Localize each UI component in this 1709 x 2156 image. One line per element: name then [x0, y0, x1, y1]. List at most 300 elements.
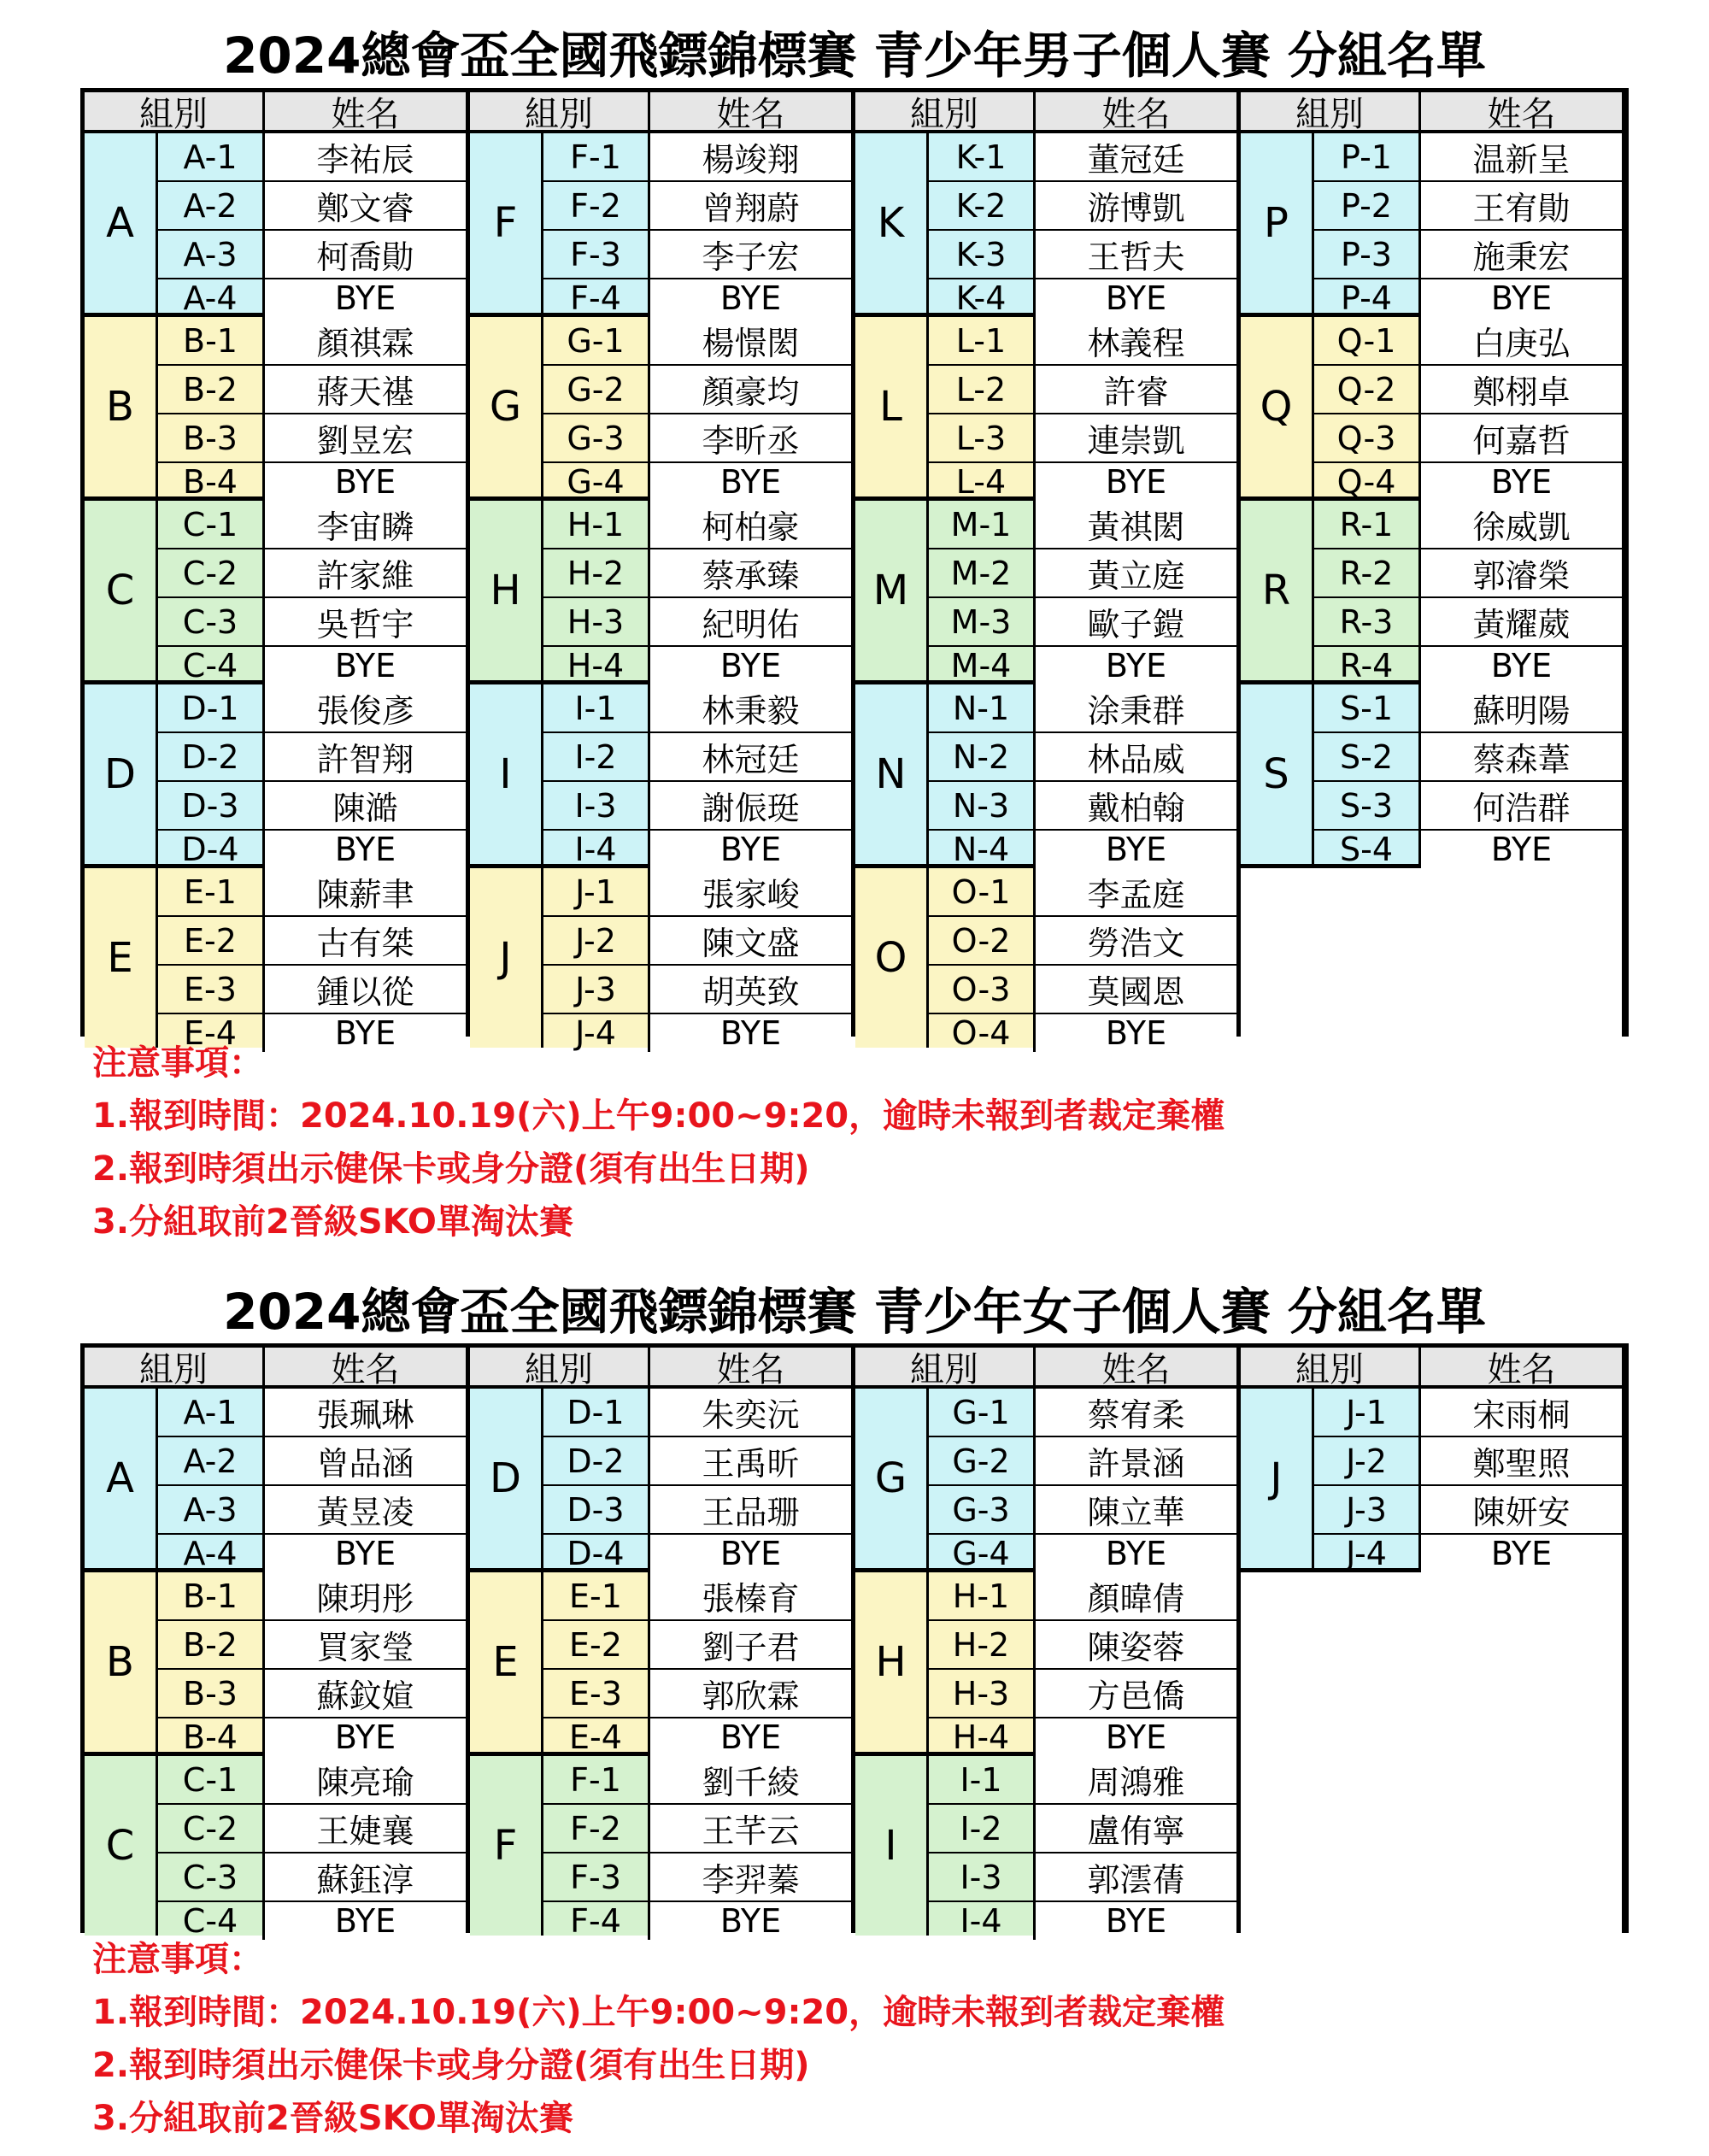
- player-name: 徐威凱: [1421, 501, 1622, 548]
- player-row: [929, 1670, 1236, 1718]
- player-name: BYE: [1036, 647, 1236, 684]
- player-row: [1314, 317, 1622, 366]
- seed-code: C-3: [158, 598, 265, 645]
- seed-code: N-1: [929, 684, 1036, 731]
- seed-code: I-1: [929, 1756, 1036, 1803]
- player-row: [158, 133, 466, 182]
- player-row: [929, 317, 1236, 366]
- seed-code: E-3: [158, 966, 265, 1013]
- player-row: [1314, 1437, 1622, 1486]
- player-row: [158, 1853, 466, 1902]
- player-name: 白庚弘: [1421, 317, 1622, 364]
- player-row: [543, 414, 851, 463]
- player-row: [1314, 366, 1622, 414]
- seed-code: J-3: [543, 966, 650, 1013]
- header-group: 組別: [1241, 1348, 1421, 1385]
- seed-code: B-3: [158, 414, 265, 461]
- player-name: BYE: [1036, 1902, 1236, 1940]
- empty-cell: [1241, 1572, 1622, 1756]
- header-group: 組別: [1241, 92, 1421, 130]
- seed-code: I-2: [929, 1805, 1036, 1852]
- player-name: 盧侑寧: [1036, 1805, 1236, 1852]
- seed-code: E-3: [543, 1670, 650, 1717]
- notes-heading: 注意事項：: [92, 1940, 263, 1979]
- group-letter: A: [85, 1389, 158, 1568]
- note-item: 3.分組取前2晉級SKO單淘汰賽: [92, 1202, 573, 1242]
- seed-code: Q-4: [1314, 463, 1421, 501]
- player-row: [1314, 1486, 1622, 1535]
- seed-code: G-2: [929, 1437, 1036, 1484]
- player-name: 曾品涵: [265, 1437, 466, 1484]
- group-block-m: [855, 501, 1236, 684]
- seed-code: E-4: [158, 1014, 265, 1052]
- player-name: 許睿: [1036, 366, 1236, 413]
- header-name: 姓名: [1487, 94, 1556, 134]
- girls-group-table: [80, 1343, 1629, 1940]
- group-letter: D: [470, 1389, 543, 1568]
- note-item: 2.報到時須出示健保卡或身分證(須有出生日期): [92, 2046, 810, 2085]
- player-row: [929, 966, 1236, 1014]
- group-block-b: [85, 1572, 466, 1756]
- player-row: [543, 279, 851, 317]
- player-row: [158, 549, 466, 598]
- group-letter: M: [855, 501, 929, 680]
- player-row: [929, 684, 1236, 733]
- group-block-g: [470, 317, 851, 501]
- seed-code: G-2: [543, 366, 650, 413]
- seed-code: H-1: [929, 1572, 1036, 1619]
- column-header: [85, 1348, 466, 1389]
- player-name: BYE: [650, 279, 851, 317]
- group-letter: R: [1241, 501, 1314, 680]
- player-name: 王婕襄: [265, 1805, 466, 1852]
- player-row: [543, 1718, 851, 1756]
- seed-code: D-3: [543, 1486, 650, 1533]
- seed-code: G-3: [929, 1486, 1036, 1533]
- group-letter: K: [855, 133, 929, 313]
- seed-code: M-4: [929, 647, 1036, 684]
- header-name: 姓名: [1487, 1349, 1556, 1389]
- header-group: 組別: [85, 92, 265, 130]
- player-name: BYE: [650, 1718, 851, 1756]
- column-header: [470, 1348, 851, 1389]
- player-name: 李孟庭: [1036, 868, 1236, 915]
- group-letter: N: [855, 684, 929, 864]
- seed-code: A-1: [158, 1389, 265, 1436]
- group-block-c: [85, 1756, 466, 1940]
- player-row: [543, 733, 851, 782]
- seed-code: J-4: [543, 1014, 650, 1052]
- player-name: 連崇凱: [1036, 414, 1236, 461]
- player-name: BYE: [650, 647, 851, 684]
- player-name: 劉昱宏: [265, 414, 466, 461]
- group-letter: H: [470, 501, 543, 680]
- seed-code: A-2: [158, 182, 265, 229]
- player-name: 蘇明陽: [1421, 684, 1622, 731]
- header-group: 組別: [855, 1348, 1036, 1385]
- player-row: [158, 1756, 466, 1805]
- player-row: [929, 1621, 1236, 1670]
- seed-code: C-4: [158, 1902, 265, 1940]
- player-row: [929, 549, 1236, 598]
- seed-code: B-2: [158, 1621, 265, 1668]
- girls-title: 2024總會盃全國飛鏢錦標賽 青少年女子個人賽 分組名單: [223, 1283, 1486, 1341]
- group-block-h: [470, 501, 851, 684]
- player-name: 劉子君: [650, 1621, 851, 1668]
- player-name: BYE: [265, 647, 466, 684]
- group-block-f: [470, 1756, 851, 1940]
- group-letter: J: [1241, 1389, 1314, 1568]
- header-name: 姓名: [331, 94, 400, 134]
- seed-code: D-4: [543, 1535, 650, 1572]
- note-item: 1.報到時間：2024.10.19(六)上午9:00~9:20，逾時未報到者裁定棄權: [92, 1096, 1225, 1136]
- player-row: [158, 1486, 466, 1535]
- group-letter: L: [855, 317, 929, 496]
- player-name: 許智翔: [265, 733, 466, 780]
- header-name: 姓名: [331, 1349, 400, 1389]
- player-name: 林義程: [1036, 317, 1236, 364]
- player-name: 蘇鈺淳: [265, 1853, 466, 1900]
- seed-code: N-2: [929, 733, 1036, 780]
- player-name: 朱奕沅: [650, 1389, 851, 1436]
- player-name: 楊竣翔: [650, 133, 851, 180]
- player-row: [158, 1535, 466, 1572]
- player-name: 何浩群: [1421, 782, 1622, 829]
- player-row: [929, 1756, 1236, 1805]
- player-name: BYE: [1036, 1014, 1236, 1052]
- player-name: BYE: [1421, 279, 1622, 317]
- player-row: [543, 1756, 851, 1805]
- player-row: [929, 733, 1236, 782]
- seed-code: R-1: [1314, 501, 1421, 548]
- player-row: [158, 966, 466, 1014]
- header-group: 組別: [470, 1348, 650, 1385]
- group-letter: G: [855, 1389, 929, 1568]
- player-row: [543, 1486, 851, 1535]
- player-name: 顏暐倩: [1036, 1572, 1236, 1619]
- group-letter: I: [855, 1756, 929, 1936]
- seed-code: A-3: [158, 231, 265, 278]
- player-row: [543, 598, 851, 647]
- column-header: [470, 92, 851, 133]
- seed-code: H-2: [929, 1621, 1036, 1668]
- player-name: 陳亮瑜: [265, 1756, 466, 1803]
- player-row: [929, 1718, 1236, 1756]
- seed-code: C-4: [158, 647, 265, 684]
- player-name: 蔡宥柔: [1036, 1389, 1236, 1436]
- player-row: [158, 868, 466, 917]
- player-row: [1314, 684, 1622, 733]
- player-name: 柯柏豪: [650, 501, 851, 548]
- player-name: 歐子鎧: [1036, 598, 1236, 645]
- player-row: [158, 231, 466, 279]
- player-row: [929, 1389, 1236, 1437]
- player-row: [929, 279, 1236, 317]
- seed-code: Q-2: [1314, 366, 1421, 413]
- player-row: [929, 917, 1236, 966]
- group-block-o: [855, 868, 1236, 1052]
- group-letter: G: [470, 317, 543, 496]
- group-block-a: [85, 133, 466, 317]
- player-row: [158, 1437, 466, 1486]
- player-name: 蔡承臻: [650, 549, 851, 596]
- player-name: 王宥勛: [1421, 182, 1622, 229]
- player-row: [1314, 279, 1622, 317]
- player-name: 李昕丞: [650, 414, 851, 461]
- seed-code: E-1: [158, 868, 265, 915]
- player-name: BYE: [265, 1718, 466, 1756]
- player-row: [1314, 549, 1622, 598]
- player-name: 勞浩文: [1036, 917, 1236, 964]
- group-letter: S: [1241, 684, 1314, 864]
- player-name: 方邑僑: [1036, 1670, 1236, 1717]
- group-letter: Q: [1241, 317, 1314, 496]
- player-row: [543, 1670, 851, 1718]
- seed-code: K-4: [929, 279, 1036, 317]
- player-name: 宋雨桐: [1421, 1389, 1622, 1436]
- player-name: 李祐辰: [265, 133, 466, 180]
- player-name: 蘇鈫媗: [265, 1670, 466, 1717]
- player-row: [543, 501, 851, 549]
- player-row: [543, 366, 851, 414]
- seed-code: I-1: [543, 684, 650, 731]
- seed-code: F-4: [543, 279, 650, 317]
- seed-code: A-3: [158, 1486, 265, 1533]
- seed-code: F-3: [543, 231, 650, 278]
- player-name: 鄭聖照: [1421, 1437, 1622, 1484]
- player-name: BYE: [265, 1014, 466, 1052]
- seed-code: E-4: [543, 1718, 650, 1756]
- seed-code: J-2: [1314, 1437, 1421, 1484]
- seed-code: Q-3: [1314, 414, 1421, 461]
- seed-code: M-1: [929, 501, 1036, 548]
- player-row: [543, 1389, 851, 1437]
- seed-code: O-2: [929, 917, 1036, 964]
- player-row: [929, 1437, 1236, 1486]
- seed-code: A-1: [158, 133, 265, 180]
- seed-code: S-3: [1314, 782, 1421, 829]
- seed-code: A-2: [158, 1437, 265, 1484]
- player-row: [158, 598, 466, 647]
- player-row: [158, 1572, 466, 1621]
- seed-code: E-2: [158, 917, 265, 964]
- group-block-a: [85, 1389, 466, 1572]
- player-row: [1314, 1389, 1622, 1437]
- player-name: 陳澔: [265, 782, 466, 829]
- seed-code: F-1: [543, 133, 650, 180]
- seed-code: P-1: [1314, 133, 1421, 180]
- seed-code: D-2: [543, 1437, 650, 1484]
- player-name: 陳妍安: [1421, 1486, 1622, 1533]
- player-row: [1314, 414, 1622, 463]
- seed-code: I-4: [543, 831, 650, 868]
- player-name: 林品威: [1036, 733, 1236, 780]
- player-row: [543, 1853, 851, 1902]
- player-name: BYE: [1036, 831, 1236, 868]
- player-row: [543, 1621, 851, 1670]
- seed-code: D-3: [158, 782, 265, 829]
- seed-code: H-1: [543, 501, 650, 548]
- player-row: [158, 831, 466, 868]
- player-row: [543, 463, 851, 501]
- seed-code: J-3: [1314, 1486, 1421, 1533]
- player-name: BYE: [650, 831, 851, 868]
- seed-code: C-3: [158, 1853, 265, 1900]
- header-name: 姓名: [716, 94, 785, 134]
- header-group: 組別: [85, 1348, 265, 1385]
- player-name: 蔣天禥: [265, 366, 466, 413]
- seed-code: P-4: [1314, 279, 1421, 317]
- empty-cell: [1241, 1756, 1622, 1940]
- player-row: [158, 463, 466, 501]
- player-name: BYE: [1036, 463, 1236, 501]
- group-letter: H: [855, 1572, 929, 1752]
- player-name: 游博凱: [1036, 182, 1236, 229]
- group-letter: C: [85, 501, 158, 680]
- player-row: [158, 1805, 466, 1853]
- group-block-e: [85, 868, 466, 1052]
- seed-code: I-4: [929, 1902, 1036, 1940]
- player-row: [1314, 598, 1622, 647]
- seed-code: L-4: [929, 463, 1036, 501]
- player-row: [1314, 463, 1622, 501]
- player-row: [158, 733, 466, 782]
- player-name: 戴柏翰: [1036, 782, 1236, 829]
- group-block-l: [855, 317, 1236, 501]
- player-name: 李子宏: [650, 231, 851, 278]
- group-letter: F: [470, 1756, 543, 1936]
- player-name: 許景涵: [1036, 1437, 1236, 1484]
- group-letter: B: [85, 1572, 158, 1752]
- header-name: 姓名: [1101, 1349, 1171, 1389]
- seed-code: G-4: [929, 1535, 1036, 1572]
- group-letter: A: [85, 133, 158, 313]
- seed-code: B-4: [158, 463, 265, 501]
- player-name: 王禹昕: [650, 1437, 851, 1484]
- player-row: [929, 868, 1236, 917]
- header-group: 組別: [855, 92, 1036, 130]
- player-row: [543, 684, 851, 733]
- player-row: [543, 1437, 851, 1486]
- header-group: 組別: [470, 92, 650, 130]
- seed-code: C-2: [158, 549, 265, 596]
- seed-code: L-1: [929, 317, 1036, 364]
- seed-code: S-4: [1314, 831, 1421, 868]
- player-row: [929, 182, 1236, 231]
- player-row: [543, 133, 851, 182]
- group-block-d: [470, 1389, 851, 1572]
- seed-code: B-2: [158, 366, 265, 413]
- seed-code: K-1: [929, 133, 1036, 180]
- seed-code: D-4: [158, 831, 265, 868]
- player-name: 温新呈: [1421, 133, 1622, 180]
- notes-heading: 注意事項：: [92, 1043, 263, 1083]
- note-item: 3.分組取前2晉級SKO單淘汰賽: [92, 2099, 573, 2138]
- seed-code: A-4: [158, 1535, 265, 1572]
- player-row: [158, 182, 466, 231]
- player-name: BYE: [1421, 463, 1622, 501]
- player-name: 張家峻: [650, 868, 851, 915]
- player-name: 陳玥彤: [265, 1572, 466, 1619]
- player-row: [929, 1486, 1236, 1535]
- seed-code: C-2: [158, 1805, 265, 1852]
- player-name: 顏祺霖: [265, 317, 466, 364]
- group-letter: E: [85, 868, 158, 1048]
- seed-code: J-4: [1314, 1535, 1421, 1572]
- seed-code: I-3: [543, 782, 650, 829]
- group-letter: O: [855, 868, 929, 1048]
- seed-code: G-4: [543, 463, 650, 501]
- group-block-b: [85, 317, 466, 501]
- seed-code: G-3: [543, 414, 650, 461]
- seed-code: C-1: [158, 501, 265, 548]
- player-row: [158, 917, 466, 966]
- column-header: [855, 92, 1236, 133]
- player-name: 陳文盛: [650, 917, 851, 964]
- group-block-k: [855, 133, 1236, 317]
- seed-code: K-2: [929, 182, 1036, 229]
- player-name: BYE: [1036, 1718, 1236, 1756]
- player-name: 許家維: [265, 549, 466, 596]
- player-name: 柯喬勛: [265, 231, 466, 278]
- seed-code: L-2: [929, 366, 1036, 413]
- player-name: 郭欣霖: [650, 1670, 851, 1717]
- boys-title: 2024總會盃全國飛鏢錦標賽 青少年男子個人賽 分組名單: [223, 26, 1486, 85]
- seed-code: J-2: [543, 917, 650, 964]
- seed-code: L-3: [929, 414, 1036, 461]
- player-name: 顏豪均: [650, 366, 851, 413]
- player-row: [543, 1805, 851, 1853]
- player-row: [1314, 733, 1622, 782]
- player-name: 謝侲珽: [650, 782, 851, 829]
- seed-code: R-2: [1314, 549, 1421, 596]
- seed-code: J-1: [1314, 1389, 1421, 1436]
- boys-group-table: [80, 88, 1629, 1052]
- seed-code: B-1: [158, 1572, 265, 1619]
- group-letter: E: [470, 1572, 543, 1752]
- player-name: 何嘉哲: [1421, 414, 1622, 461]
- seed-code: H-2: [543, 549, 650, 596]
- player-row: [1314, 647, 1622, 684]
- group-block-r: [1241, 501, 1622, 684]
- group-block-j: [470, 868, 851, 1052]
- seed-code: Q-1: [1314, 317, 1421, 364]
- player-row: [158, 1670, 466, 1718]
- seed-code: E-2: [543, 1621, 650, 1668]
- seed-code: F-2: [543, 182, 650, 229]
- player-row: [929, 366, 1236, 414]
- player-row: [929, 414, 1236, 463]
- player-row: [158, 647, 466, 684]
- seed-code: M-3: [929, 598, 1036, 645]
- player-name: BYE: [1421, 647, 1622, 684]
- player-row: [1314, 831, 1622, 868]
- seed-code: O-3: [929, 966, 1036, 1013]
- player-name: 黃立庭: [1036, 549, 1236, 596]
- seed-code: E-1: [543, 1572, 650, 1619]
- player-name: 楊憬閎: [650, 317, 851, 364]
- seed-code: I-3: [929, 1853, 1036, 1900]
- player-name: 黃耀葳: [1421, 598, 1622, 645]
- player-row: [543, 1572, 851, 1621]
- player-row: [929, 133, 1236, 182]
- player-name: 陳立華: [1036, 1486, 1236, 1533]
- seed-code: H-4: [929, 1718, 1036, 1756]
- group-block-d: [85, 684, 466, 868]
- player-name: BYE: [1036, 279, 1236, 317]
- player-name: 郭濬榮: [1421, 549, 1622, 596]
- player-name: BYE: [1036, 1535, 1236, 1572]
